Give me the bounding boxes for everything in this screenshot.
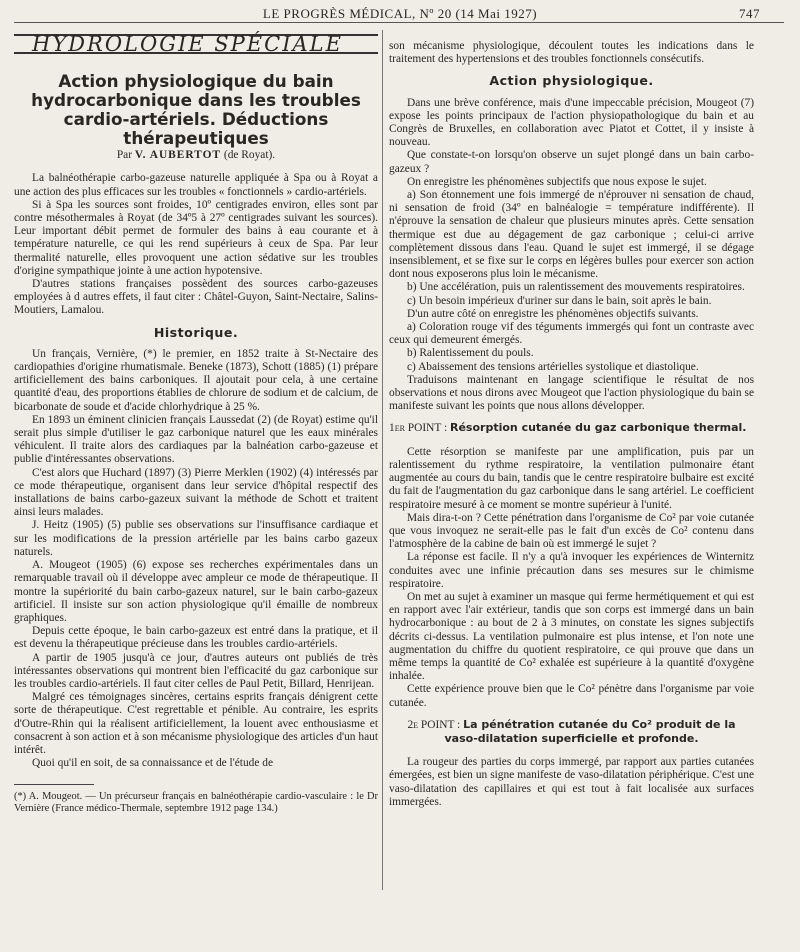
point-2-title: La pénétration cutanée du Co² produit de la vaso-dilatation superficielle et profonde. [444, 717, 736, 745]
action-paragraph: c) Abaissement des tensions artérielles systolique et diastolique. [407, 360, 699, 373]
historique-paragraph: A partir de 1905 jusqu'à ce jour, d'autres auteurs ont publiés de très intéressantes observations qui montrent bien l'efficacité du gaz carbonique sur les troubles cardio-artériels. Il faut citer celles de Paul Petit, Billard, Henrijean. [14, 651, 378, 690]
action-paragraph: On enregistre les phénomènes subjectifs que nous expose le sujet. [407, 175, 707, 188]
historique-paragraph: En 1893 un éminent clinicien français Laussedat (2) (de Royat) estime qu'il serait plus simple d'utiliser le gaz carbonique naturel que les eaux minérales véhiculent. Il traite alors des cardiaques par la balnéation carbo-gazeuse et publie d'intéressantes observations. [14, 413, 378, 466]
point-2-heading [389, 718, 754, 746]
point-1-paragraph: On met au sujet à examiner un masque qui ferme hermétiquement et qui est en rapport avec l'air extérieur, tandis que son corps est immergé dans un bain hydrocarbonique : au bout de 2 à 3 minutes, on constate les signes subjectifs décrits ci-dessus. La ventilation pulmonaire est plus intense, et l'on note une augmentation du chiffre du quotient respiratoire, ce qui prouve que dans un même temps la quantité de Co² exhalée est supérieure à la quantité d'oxygène inhalée. [389, 590, 754, 683]
action-paragraph: a) Coloration rouge vif des téguments immergés qui font un contraste avec ceux qui demeurent émergés. [389, 321, 754, 347]
byline-prefix: Par [116, 149, 133, 162]
historique-paragraph: Depuis cette époque, le bain carbo-gazeux est entré dans la pratique, et il est devenu la thérapeutique précieuse dans les troubles cardio-artériels. [14, 625, 378, 651]
point-1-paragraph: La réponse est facile. Il n'y a qu'à invoquer les expériences de Winternitz conduites avec une infinie précaution dans ses mesures sur le chimisme respiratoire. [389, 551, 754, 590]
action-paragraph: c) Un besoin impérieux d'uriner sur dans le bain, soit après le bain. [407, 294, 712, 307]
intro-paragraph: La balnéothérapie carbo-gazeuse naturelle appliquée à Spa ou à Royat a une action des plus efficaces sur les troubles « fonctionnels » cardio-artériels. [14, 172, 378, 198]
column-rule [382, 30, 383, 890]
running-title: LE PROGRÈS MÉDICAL, Nº 20 (14 Mai 1927) [262, 6, 538, 21]
action-paragraph: a) Son étonnement une fois immergé de n'éprouver ni sensation de chaud, ni sensation de froid (34º en balnéalogie = température indifférente). Il n'éprouve la sensation de chaleur que plusieurs minutes après. Cette sensation thermique est due au dégagement de gaz carbonique ; celui-ci arrive complètement dissous dans l'eau. Quand le sujet est immergé, il se dégage insensiblement, et se fixe sur le corps en légères bulles pour exercer son action dont nous exposerons plus loin le mécanisme. [389, 189, 754, 281]
page-number: 747 [739, 6, 760, 21]
historique-paragraph: Un français, Vernière, (*) le premier, en 1852 traite à St-Nectaire des cardiopathies d'origine rhumatismale. Beneke (1873), Schott (1885) (1) prépare artificiellement des bains carboniques. Il ajoutait pour cela, à une certaine quantité d'eau, des proportions établies de chlorure de sodium et de calcium, de bicarbonate de soude et d'acide chlorhydrique à 25 %. [14, 347, 378, 413]
header-rule [14, 22, 784, 23]
article-title [14, 72, 378, 148]
action-heading: Action physiologique. [489, 73, 654, 89]
footnote-rule [14, 784, 94, 785]
action-paragraph: b) Ralentissement du pouls. [407, 347, 534, 360]
historique-paragraph: Quoi qu'il en soit, de sa connaissance et de l'étude de [32, 757, 274, 770]
point-2-label: 2e POINT : [407, 718, 461, 731]
historique-heading: Historique. [153, 324, 239, 340]
action-paragraph: Que constate-t-on lorsqu'on observe un sujet plongé dans un bain carbo-gazeux ? [389, 149, 754, 175]
left-column [14, 34, 378, 815]
intro-paragraph: Si à Spa les sources sont froides, 10º centigrades environ, elles sont par contre mésothermales à Royat (de 34º5 à 27º centigrades suivant les sources). Leur important débit permet de formuler des bains à eau courante et à température naturelle, ce qui les rend supérieurs à ceux de Spa. Par leur thermalité naturelle, elles provoquent une action sédative sur les troubles d'origine sympathique jointe à une action hypotensive. [14, 198, 378, 277]
historique-paragraph: A. Mougeot (1905) (6) expose ses recherches expérimentales dans un remarquable travail où il développe avec ampleur ce mode de thérapeutique. Il montre la supériorité du bain carbo-gazeux naturel, sur le bain carbo-gazeux artificiel. Il insiste sur son action physiologique qu'il émaille de nombreux graphiques. [14, 559, 378, 624]
point-1-paragraph: Cette expérience prouve bien que le Co² pénètre dans l'organisme par voie cutanée. [389, 683, 754, 709]
article-title-line: Action physiologique du bain [58, 71, 334, 92]
section-banner: HYDROLOGIE SPÉCIALE [14, 34, 378, 54]
historique-paragraph: Malgré ces témoignages sincères, certains esprits français dénigrent cette sorte de thérapeutique. C'est regrettable et pénible. Au contraire, les esprits d'Outre-Rhin qui la réalisent artificiellement, la louent avec enthousiasme et consacrent à son action et à son mécanisme physiologique des articles d'un haut intérêt. [14, 691, 378, 756]
right-column [389, 40, 754, 809]
point-1-paragraph: Cette résorption se manifeste par une amplification, puis par un ralentissement du rythme respiratoire, la ventilation pulmonaire étant augmentée au cours du bain, tandis que le centre respiratoire bulbaire est excité du fait de l'augmentation du gaz carbonique dans le sang artériel. Le coefficient respiratoire mesuré à ce moment se montre supérieur à l'unité. [389, 445, 754, 511]
article-title-line: hydrocarbonique dans les troubles [31, 90, 361, 111]
intro-paragraph: D'autres stations françaises possèdent des sources carbo-gazeuses employées à d autres effets, il faut citer : Châtel-Guyon, Saint-Nectaire, Salins-Moutiers, Lamalou. [14, 278, 378, 317]
historique-paragraph: J. Heitz (1905) (5) publie ses observations sur l'insuffisance cardiaque et sur les modifications de la pression artérielle par les bains carbo gazeux naturels. [14, 519, 378, 558]
point-1-paragraph: Mais dira-t-on ? Cette pénétration dans l'organisme de Co² par voie cutanée que vous invoquez ne serait-elle pas le fait d'un excès de Co² contenu dans l'atmosphère de la cabine de bain où est immergé le sujet ? [389, 511, 754, 551]
action-paragraph: Traduisons maintenant en langage scientifique le résultat de nos observations et nous dirons avec Mougeot que l'action physiologique du bain se manifeste suivant les points que nous allons développer. [389, 373, 754, 413]
action-paragraph: Dans une brève conférence, mais d'une impeccable précision, Mougeot (7) expose les points principaux de l'action physiopathologique du bain et au Congrès de Bruxelles, en collaboration avec Piatot et Cottet, il y insiste à nouveau. [389, 96, 754, 149]
action-paragraph: b) Une accélération, puis un ralentissement des mouvements respiratoires. [407, 281, 745, 294]
point-2-paragraph: La rougeur des parties du corps immergé, par rapport aux parties cutanées émergées, est bien un signe manifeste de vaso-dilatation périphérique. C'est une vaso-dilatation des capillaires et qui est tout à fait localisée aux surfaces immergées. [389, 756, 754, 808]
article-title-line: cardio-artériels. Déductions thérapeutiques [63, 109, 329, 149]
action-paragraph: D'un autre côté on enregistre les phénomènes objectifs suivants. [407, 307, 699, 320]
byline [14, 149, 378, 162]
footnote: (*) A. Mougeot. — Un précurseur français en balnéothérapie cardio-vasculaire : le Dr Vernière (France médico-Thermale, septembre 1912 page 134.) [14, 791, 378, 815]
continued-paragraph: son mécanisme physiologique, découlent toutes les indications dans le traitement des hypertensions et des troubles fonctionnels consécutifs. [389, 40, 754, 66]
historique-paragraph: C'est alors que Huchard (1897) (3) Pierre Merklen (1902) (4) intéressés par ce mode thérapeutique, organisent dans leur service d'hôpital respectif des installations de bains carbo-gazeux suivant la méthode de Schott et traitent ainsi leurs malades. [14, 466, 378, 519]
point-1-label: 1er POINT : [389, 422, 448, 435]
author-location: (de Royat). [223, 149, 276, 162]
point-1-title: Résorption cutanée du gaz carbonique thermal. [449, 421, 747, 435]
point-1-heading [389, 421, 754, 435]
author-name: V. AUBERTOT [134, 149, 222, 162]
